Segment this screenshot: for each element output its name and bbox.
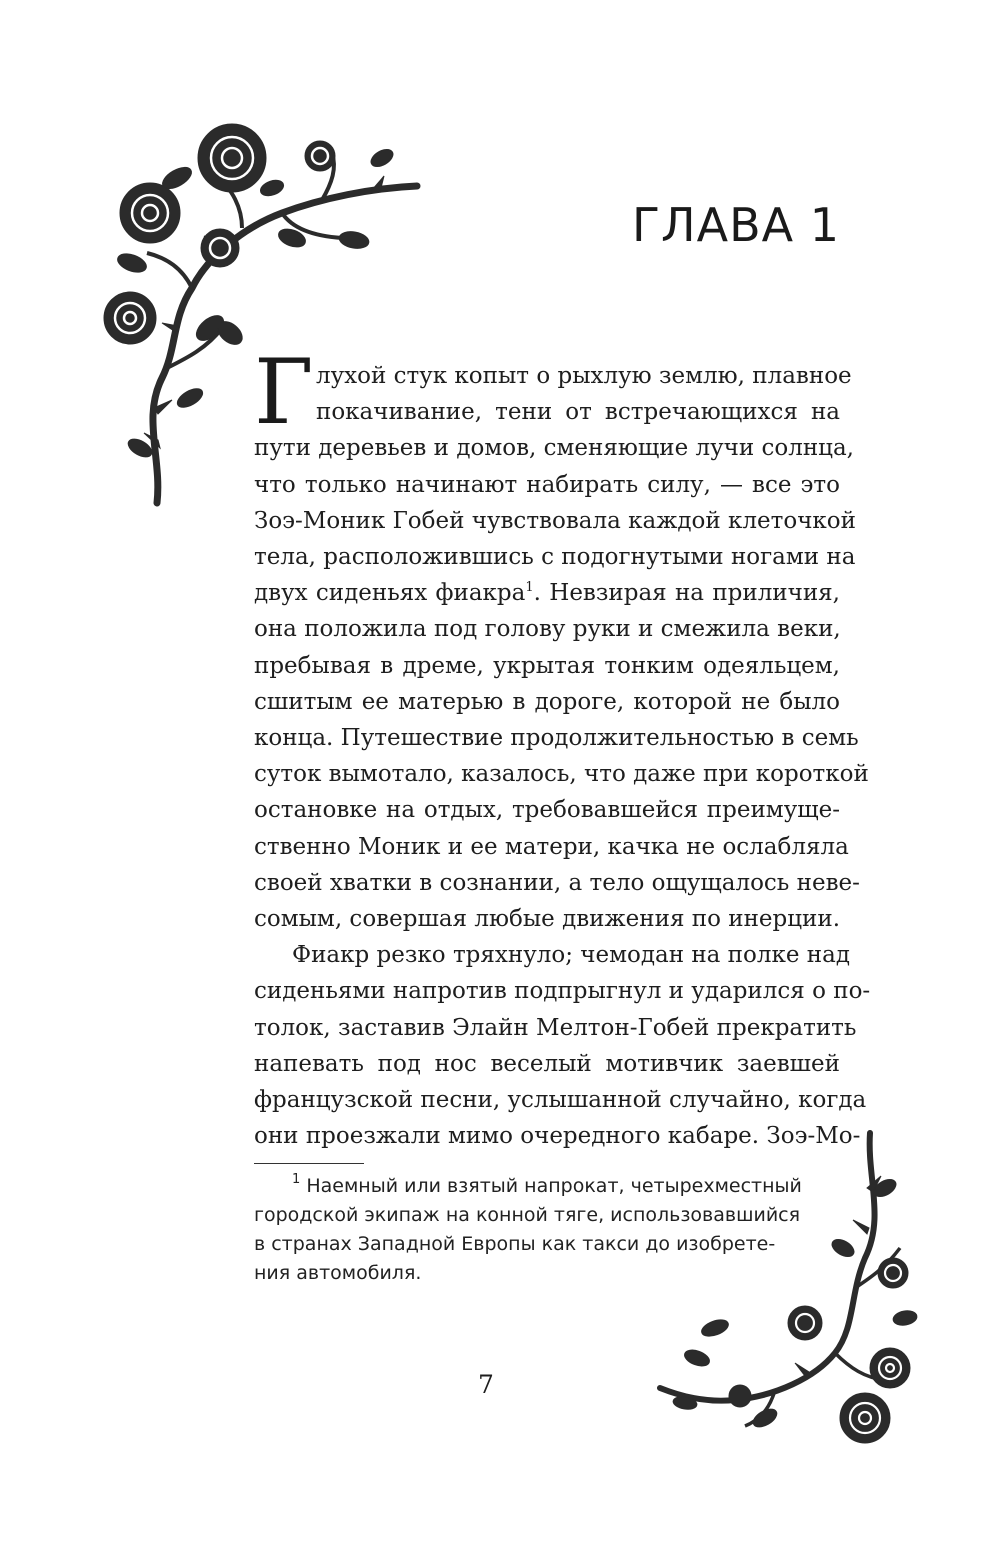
chapter-title: ГЛАВА 1 xyxy=(631,198,840,252)
text-line: лухой стук копыт о рыхлую землю, плавное xyxy=(316,363,852,389)
footnote-marker: 1 xyxy=(292,1172,301,1187)
text-line: суток вымотало, казалось, что даже при короткой xyxy=(254,761,869,788)
text-line: сиденьями напротив подпрыгнул и ударился о по- xyxy=(254,978,871,1005)
text-line: они проезжали мимо очередного кабаре. Зоэ-Мо- xyxy=(254,1123,861,1150)
text-line: конца. Путешествие продолжительностью в семь xyxy=(254,725,859,752)
paragraph-1 xyxy=(254,358,869,937)
page-number: 7 xyxy=(478,1370,494,1399)
footnote-reference[interactable]: 1 xyxy=(525,580,534,596)
text-line: Зоэ-Моник Гобей чувствовала каждой клеточкой xyxy=(254,507,856,534)
paragraph-2 xyxy=(254,937,871,1154)
text-line: покачивание, тени от встречающихся на xyxy=(316,399,840,426)
footnote xyxy=(254,1172,822,1288)
footnote-text: Наемный или взятый напрокат, четырехместный xyxy=(306,1175,802,1197)
text-line: пути деревьев и домов, сменяющие лучи солнца, xyxy=(254,435,854,462)
text-line: французской песни, услышанной случайно, когда xyxy=(254,1087,867,1114)
text-fragment: . Невзирая на приличия, xyxy=(533,580,840,607)
text-line: пребывая в дреме, укрытая тонким одеяльцем, xyxy=(254,652,840,679)
text-line: ственно Моник и ее матери, качка не ослабляла xyxy=(254,833,849,860)
footnote-line: ния автомобиля. xyxy=(254,1262,422,1284)
text-line: что только начинают набирать силу, — все это xyxy=(254,471,840,498)
text-line: она положила под голову руки и смежила веки, xyxy=(254,616,841,643)
text-line xyxy=(254,575,840,611)
text-line: напевать под нос веселый мотивчик заевшей xyxy=(254,1050,840,1077)
footnote-line xyxy=(254,1172,822,1201)
drop-cap: Г xyxy=(254,340,314,445)
text-fragment: двух сиденьях фиакра xyxy=(254,580,526,607)
footnote-line: в странах Западной Европы как такси до изобрете- xyxy=(254,1233,776,1255)
text-line: Фиакр резко тряхнуло; чемодан на полке над xyxy=(292,942,850,969)
text-line: толок, заставив Элайн Мелтон-Гобей прекратить xyxy=(254,1014,857,1041)
text-line: сшитым ее матерью в дороге, которой не было xyxy=(254,688,840,715)
text-line: сомым, совершая любые движения по инерции. xyxy=(254,906,841,933)
footnote-line: городской экипаж на конной тяге, использовавшийся xyxy=(254,1204,801,1226)
text-line: своей хватки в сознании, а тело ощущалось неве- xyxy=(254,869,860,896)
text-line: тела, расположившись с подогнутыми ногами на xyxy=(254,544,856,571)
footnote-divider xyxy=(254,1163,364,1164)
text-line: остановке на отдых, требовавшейся преимуще- xyxy=(254,797,840,824)
body-text xyxy=(254,358,871,1154)
